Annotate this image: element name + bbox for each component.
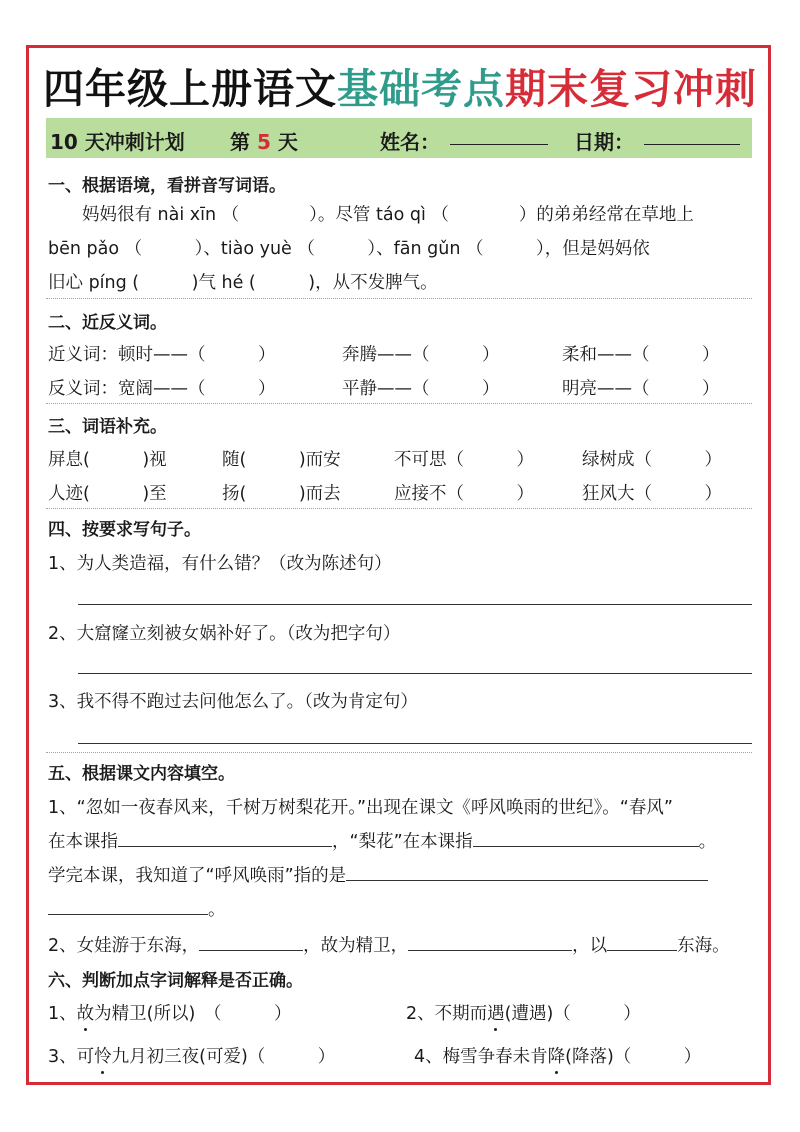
judge-q4: 4、梅雪争春未肯降(降落)（ ） bbox=[414, 1047, 702, 1067]
title-part-grade: 四年级上册语文 bbox=[43, 65, 337, 113]
idiom-8: 狂风大（ ） bbox=[582, 484, 722, 504]
sentence-q1: 1、为人类造福，有什么错？（改为陈述句） bbox=[48, 554, 392, 574]
fill-line-2: 在本课指 ，“梨花”在本课指 。 bbox=[48, 832, 717, 852]
day-number: 5 bbox=[256, 130, 271, 154]
blank-hufenghuanyu-cont[interactable] bbox=[48, 898, 208, 915]
blank-jingwei-3[interactable] bbox=[607, 934, 677, 951]
judge-q3: 3、可怜九月初三夜(可爱)（ ） bbox=[48, 1047, 336, 1067]
section-4-heading: 四、按要求写句子。 bbox=[48, 520, 201, 540]
judge-q2: 2、不期而遇(遭遇)（ ） bbox=[406, 1004, 641, 1024]
blank-lihua[interactable] bbox=[473, 830, 699, 847]
dotted-char: 怜 bbox=[94, 1047, 112, 1067]
synonym-2: 奔腾——（ ） bbox=[342, 345, 500, 365]
antonym-1: 反义词：宽阔——（ ） bbox=[48, 379, 276, 399]
blank-chunfeng[interactable] bbox=[118, 830, 332, 847]
antonym-3: 明亮——（ ） bbox=[562, 379, 720, 399]
date-field[interactable] bbox=[644, 122, 740, 145]
idiom-1: 屏息( )视 bbox=[48, 450, 167, 470]
section-6-heading: 六、判断加点字词解释是否正确。 bbox=[48, 971, 303, 991]
dotted-char: 遇 bbox=[487, 1004, 505, 1024]
idiom-4: 绿树成（ ） bbox=[582, 450, 722, 470]
sentence-q2: 2、大窟窿立刻被女娲补好了。（改为把字句） bbox=[48, 624, 401, 644]
page-title bbox=[0, 56, 800, 115]
section-2-heading: 二、近反义词。 bbox=[48, 313, 167, 333]
title-part-review: 期末复习冲刺 bbox=[505, 65, 757, 113]
fill-line-5: 2、女娃游于东海， ，故为精卫， ，以 东海。 bbox=[48, 936, 730, 956]
idiom-3: 不可思（ ） bbox=[394, 450, 534, 470]
blank-jingwei-1[interactable] bbox=[199, 934, 303, 951]
idiom-7: 应接不（ ） bbox=[394, 484, 534, 504]
section-3-heading: 三、词语补充。 bbox=[48, 417, 167, 437]
synonym-1: 近义词：顿时——（ ） bbox=[48, 345, 276, 365]
s1-line-1: 妈妈很有 nài xīn （ ）。尽管 táo qì （ ）的弟弟经常在草地上 bbox=[82, 205, 694, 225]
sentence-q3: 3、我不得不跑过去问他怎么了。（改为肯定句） bbox=[48, 692, 418, 712]
divider bbox=[46, 298, 752, 299]
s1-line-2: bēn pǎo （ ）、tiào yuè （ ）、fān gǔn （ ），但是妈妈依 bbox=[48, 239, 650, 259]
judge-q1: 1、故为精卫(所以) （ ） bbox=[48, 1004, 292, 1024]
day-indicator: 第 5 天 bbox=[230, 130, 298, 154]
date-label: 日期： bbox=[574, 130, 634, 154]
idiom-2: 随( )而安 bbox=[222, 450, 341, 470]
title-part-basics: 基础考点 bbox=[337, 65, 505, 113]
answer-line-q1[interactable] bbox=[78, 604, 752, 605]
answer-line-q2[interactable] bbox=[78, 673, 752, 674]
name-label: 姓名： bbox=[380, 130, 440, 154]
idiom-5: 人迹( )至 bbox=[48, 484, 167, 504]
answer-line-q3[interactable] bbox=[78, 743, 752, 744]
divider bbox=[46, 752, 752, 753]
plan-banner bbox=[46, 118, 752, 158]
dotted-char: 故 bbox=[76, 1004, 95, 1024]
s1-line-3: 旧心 píng ( )气 hé ( )，从不发脾气。 bbox=[48, 273, 438, 293]
plan-label: 10 天冲刺计划 bbox=[50, 130, 185, 154]
blank-hufenghuanyu[interactable] bbox=[346, 864, 708, 881]
fill-line-1: 1、“忽如一夜春风来，千树万树梨花开。”出现在课文《呼风唤雨的世纪》。“春风” bbox=[48, 798, 673, 818]
name-field[interactable] bbox=[450, 122, 548, 145]
divider bbox=[46, 403, 752, 404]
antonym-2: 平静——（ ） bbox=[342, 379, 500, 399]
fill-line-3: 学完本课，我知道了“呼风唤雨”指的是 bbox=[48, 862, 708, 887]
fill-line-4: 。 bbox=[48, 896, 226, 921]
idiom-6: 扬( )而去 bbox=[222, 484, 341, 504]
section-1-heading: 一、根据语境，看拼音写词语。 bbox=[48, 176, 286, 196]
divider bbox=[46, 508, 752, 509]
dotted-char: 降 bbox=[547, 1047, 566, 1067]
synonym-3: 柔和——（ ） bbox=[562, 345, 720, 365]
blank-jingwei-2[interactable] bbox=[408, 934, 572, 951]
section-5-heading: 五、根据课文内容填空。 bbox=[48, 764, 235, 784]
